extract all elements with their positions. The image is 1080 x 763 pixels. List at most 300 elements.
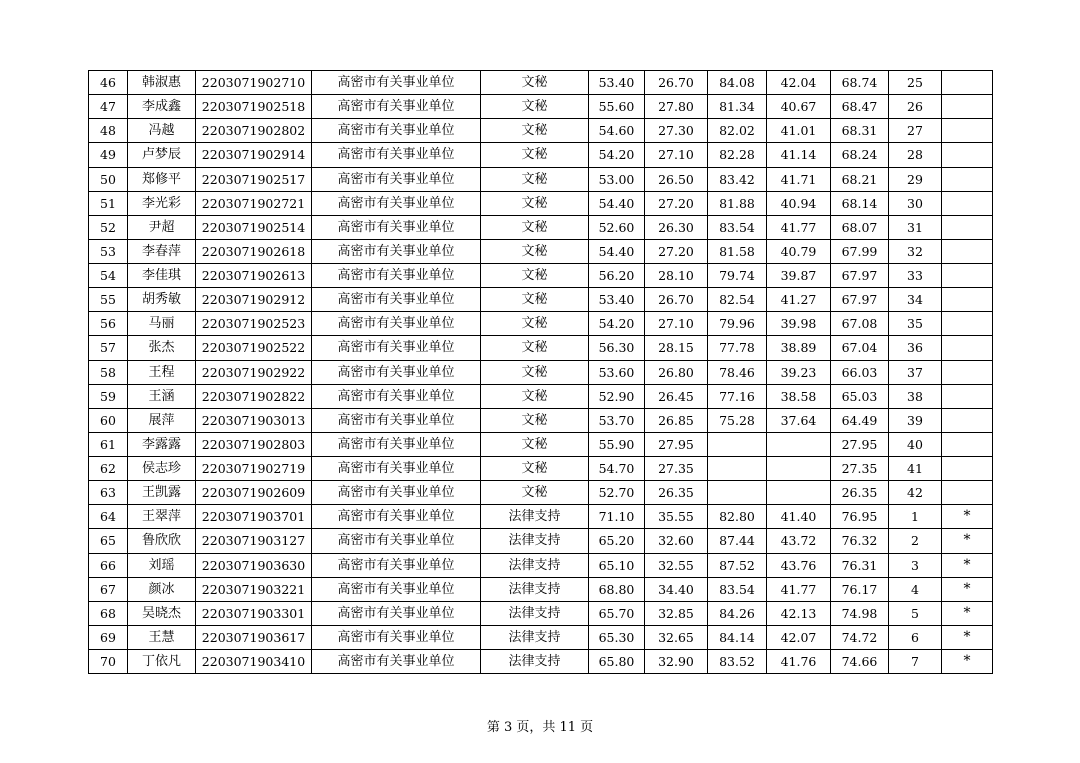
name-cell: 尹超	[128, 215, 196, 239]
row-index-cell: 48	[89, 119, 128, 143]
interview-score-cell: 82.54	[708, 288, 767, 312]
total-score-cell: 68.74	[831, 71, 889, 95]
total-score-cell: 27.95	[831, 432, 889, 456]
ticket-number-cell: 2203071902523	[196, 312, 312, 336]
interview-score-cell: 81.58	[708, 239, 767, 263]
ticket-number-cell: 2203071902613	[196, 264, 312, 288]
row-index-cell: 46	[89, 71, 128, 95]
interview-weighted-cell: 38.89	[767, 336, 831, 360]
row-index-cell: 61	[89, 432, 128, 456]
position-cell: 文秘	[481, 191, 589, 215]
interview-mark-cell	[942, 288, 993, 312]
ticket-number-cell: 2203071902517	[196, 167, 312, 191]
interview-weighted-cell: 43.76	[767, 553, 831, 577]
ticket-number-cell: 2203071902912	[196, 288, 312, 312]
written-weighted-cell: 32.65	[645, 625, 708, 649]
ticket-number-cell: 2203071902802	[196, 119, 312, 143]
written-score-cell: 55.90	[589, 432, 645, 456]
written-weighted-cell: 27.20	[645, 239, 708, 263]
written-weighted-cell: 32.85	[645, 601, 708, 625]
employer-cell: 高密市有关事业单位	[312, 384, 481, 408]
position-cell: 法律支持	[481, 553, 589, 577]
row-index-cell: 69	[89, 625, 128, 649]
total-score-cell: 67.97	[831, 264, 889, 288]
employer-cell: 高密市有关事业单位	[312, 577, 481, 601]
row-index-cell: 57	[89, 336, 128, 360]
table-row	[89, 384, 993, 408]
employer-cell: 高密市有关事业单位	[312, 143, 481, 167]
written-weighted-cell: 26.70	[645, 71, 708, 95]
total-score-cell: 74.98	[831, 601, 889, 625]
interview-mark-cell	[942, 264, 993, 288]
position-cell: 文秘	[481, 312, 589, 336]
written-score-cell: 65.80	[589, 650, 645, 674]
row-index-cell: 51	[89, 191, 128, 215]
rank-cell: 33	[889, 264, 942, 288]
interview-weighted-cell	[767, 432, 831, 456]
name-cell: 胡秀敏	[128, 288, 196, 312]
written-weighted-cell: 27.10	[645, 143, 708, 167]
position-cell: 法律支持	[481, 505, 589, 529]
name-cell: 李春萍	[128, 239, 196, 263]
name-cell: 王凯露	[128, 481, 196, 505]
ticket-number-cell: 2203071902618	[196, 239, 312, 263]
written-weighted-cell: 26.35	[645, 481, 708, 505]
interview-weighted-cell: 37.64	[767, 408, 831, 432]
employer-cell: 高密市有关事业单位	[312, 529, 481, 553]
table-row	[89, 457, 993, 481]
ticket-number-cell: 2203071902914	[196, 143, 312, 167]
written-weighted-cell: 27.20	[645, 191, 708, 215]
ticket-number-cell: 2203071902803	[196, 432, 312, 456]
rank-cell: 42	[889, 481, 942, 505]
position-cell: 法律支持	[481, 650, 589, 674]
position-cell: 法律支持	[481, 577, 589, 601]
interview-mark-cell: *	[942, 553, 993, 577]
row-index-cell: 68	[89, 601, 128, 625]
interview-weighted-cell: 40.94	[767, 191, 831, 215]
written-score-cell: 55.60	[589, 95, 645, 119]
total-score-cell: 67.99	[831, 239, 889, 263]
name-cell: 颜冰	[128, 577, 196, 601]
interview-mark-cell	[942, 312, 993, 336]
ticket-number-cell: 2203071903410	[196, 650, 312, 674]
interview-weighted-cell: 41.14	[767, 143, 831, 167]
name-cell: 王慧	[128, 625, 196, 649]
employer-cell: 高密市有关事业单位	[312, 264, 481, 288]
written-weighted-cell: 28.15	[645, 336, 708, 360]
rank-cell: 5	[889, 601, 942, 625]
name-cell: 鲁欣欣	[128, 529, 196, 553]
rank-cell: 4	[889, 577, 942, 601]
interview-score-cell: 87.52	[708, 553, 767, 577]
ticket-number-cell: 2203071902518	[196, 95, 312, 119]
written-weighted-cell: 26.80	[645, 360, 708, 384]
interview-weighted-cell: 41.27	[767, 288, 831, 312]
interview-weighted-cell: 42.13	[767, 601, 831, 625]
interview-mark-cell	[942, 360, 993, 384]
position-cell: 文秘	[481, 95, 589, 119]
employer-cell: 高密市有关事业单位	[312, 215, 481, 239]
rank-cell: 38	[889, 384, 942, 408]
name-cell: 刘瑶	[128, 553, 196, 577]
written-weighted-cell: 27.80	[645, 95, 708, 119]
rank-cell: 29	[889, 167, 942, 191]
table-row	[89, 481, 993, 505]
table-row	[89, 288, 993, 312]
total-score-cell: 68.31	[831, 119, 889, 143]
rank-cell: 34	[889, 288, 942, 312]
interview-mark-cell: *	[942, 529, 993, 553]
employer-cell: 高密市有关事业单位	[312, 625, 481, 649]
row-index-cell: 56	[89, 312, 128, 336]
rank-cell: 35	[889, 312, 942, 336]
position-cell: 法律支持	[481, 625, 589, 649]
table-row	[89, 650, 993, 674]
written-weighted-cell: 27.35	[645, 457, 708, 481]
written-weighted-cell: 26.85	[645, 408, 708, 432]
ticket-number-cell: 2203071902609	[196, 481, 312, 505]
interview-mark-cell	[942, 432, 993, 456]
written-score-cell: 65.10	[589, 553, 645, 577]
table-row	[89, 577, 993, 601]
interview-score-cell: 83.52	[708, 650, 767, 674]
table-row	[89, 71, 993, 95]
name-cell: 吴晓杰	[128, 601, 196, 625]
total-score-cell: 64.49	[831, 408, 889, 432]
interview-weighted-cell: 39.98	[767, 312, 831, 336]
table-row	[89, 553, 993, 577]
interview-mark-cell	[942, 336, 993, 360]
interview-score-cell: 87.44	[708, 529, 767, 553]
written-score-cell: 65.20	[589, 529, 645, 553]
employer-cell: 高密市有关事业单位	[312, 650, 481, 674]
row-index-cell: 70	[89, 650, 128, 674]
interview-mark-cell	[942, 384, 993, 408]
rank-cell: 39	[889, 408, 942, 432]
rank-cell: 31	[889, 215, 942, 239]
written-score-cell: 52.90	[589, 384, 645, 408]
position-cell: 文秘	[481, 288, 589, 312]
position-cell: 文秘	[481, 143, 589, 167]
interview-score-cell: 84.14	[708, 625, 767, 649]
name-cell: 张杰	[128, 336, 196, 360]
interview-mark-cell	[942, 95, 993, 119]
written-score-cell: 65.70	[589, 601, 645, 625]
total-score-cell: 26.35	[831, 481, 889, 505]
ticket-number-cell: 2203071903127	[196, 529, 312, 553]
written-weighted-cell: 26.70	[645, 288, 708, 312]
row-index-cell: 53	[89, 239, 128, 263]
interview-mark-cell	[942, 191, 993, 215]
interview-score-cell: 79.96	[708, 312, 767, 336]
total-score-cell: 65.03	[831, 384, 889, 408]
table-row	[89, 312, 993, 336]
interview-score-cell: 81.88	[708, 191, 767, 215]
written-score-cell: 65.30	[589, 625, 645, 649]
row-index-cell: 55	[89, 288, 128, 312]
interview-weighted-cell: 41.77	[767, 577, 831, 601]
interview-score-cell: 83.54	[708, 215, 767, 239]
interview-weighted-cell: 38.58	[767, 384, 831, 408]
ticket-number-cell: 2203071902710	[196, 71, 312, 95]
row-index-cell: 47	[89, 95, 128, 119]
employer-cell: 高密市有关事业单位	[312, 288, 481, 312]
written-score-cell: 54.40	[589, 191, 645, 215]
employer-cell: 高密市有关事业单位	[312, 408, 481, 432]
total-score-cell: 67.97	[831, 288, 889, 312]
total-score-cell: 68.24	[831, 143, 889, 167]
written-weighted-cell: 27.30	[645, 119, 708, 143]
row-index-cell: 60	[89, 408, 128, 432]
total-score-cell: 27.35	[831, 457, 889, 481]
ticket-number-cell: 2203071903630	[196, 553, 312, 577]
written-weighted-cell: 26.45	[645, 384, 708, 408]
interview-mark-cell	[942, 408, 993, 432]
written-weighted-cell: 26.30	[645, 215, 708, 239]
interview-mark-cell: *	[942, 577, 993, 601]
position-cell: 文秘	[481, 360, 589, 384]
position-cell: 文秘	[481, 432, 589, 456]
ticket-number-cell: 2203071903701	[196, 505, 312, 529]
interview-weighted-cell: 39.23	[767, 360, 831, 384]
table-row	[89, 264, 993, 288]
position-cell: 文秘	[481, 264, 589, 288]
total-score-cell: 67.08	[831, 312, 889, 336]
row-index-cell: 58	[89, 360, 128, 384]
ticket-number-cell: 2203071902719	[196, 457, 312, 481]
employer-cell: 高密市有关事业单位	[312, 601, 481, 625]
interview-weighted-cell: 40.67	[767, 95, 831, 119]
written-score-cell: 56.20	[589, 264, 645, 288]
written-score-cell: 68.80	[589, 577, 645, 601]
row-index-cell: 49	[89, 143, 128, 167]
table-row	[89, 143, 993, 167]
position-cell: 文秘	[481, 215, 589, 239]
interview-mark-cell	[942, 481, 993, 505]
row-index-cell: 66	[89, 553, 128, 577]
interview-score-cell: 81.34	[708, 95, 767, 119]
interview-mark-cell: *	[942, 650, 993, 674]
rank-cell: 3	[889, 553, 942, 577]
row-index-cell: 62	[89, 457, 128, 481]
interview-weighted-cell	[767, 481, 831, 505]
position-cell: 法律支持	[481, 529, 589, 553]
interview-score-cell: 83.54	[708, 577, 767, 601]
total-score-cell: 76.32	[831, 529, 889, 553]
interview-score-cell: 77.78	[708, 336, 767, 360]
interview-score-cell: 82.80	[708, 505, 767, 529]
employer-cell: 高密市有关事业单位	[312, 505, 481, 529]
employer-cell: 高密市有关事业单位	[312, 239, 481, 263]
interview-mark-cell	[942, 167, 993, 191]
ticket-number-cell: 2203071902721	[196, 191, 312, 215]
total-score-cell: 76.17	[831, 577, 889, 601]
interview-weighted-cell: 39.87	[767, 264, 831, 288]
employer-cell: 高密市有关事业单位	[312, 360, 481, 384]
total-score-cell: 68.14	[831, 191, 889, 215]
total-score-cell: 68.21	[831, 167, 889, 191]
written-score-cell: 54.60	[589, 119, 645, 143]
name-cell: 马丽	[128, 312, 196, 336]
interview-weighted-cell: 42.04	[767, 71, 831, 95]
rank-cell: 1	[889, 505, 942, 529]
table-row	[89, 408, 993, 432]
table-row	[89, 191, 993, 215]
ticket-number-cell: 2203071902522	[196, 336, 312, 360]
employer-cell: 高密市有关事业单位	[312, 95, 481, 119]
ticket-number-cell: 2203071903617	[196, 625, 312, 649]
name-cell: 王程	[128, 360, 196, 384]
employer-cell: 高密市有关事业单位	[312, 119, 481, 143]
written-weighted-cell: 27.95	[645, 432, 708, 456]
written-score-cell: 53.00	[589, 167, 645, 191]
interview-mark-cell: *	[942, 625, 993, 649]
written-score-cell: 53.40	[589, 288, 645, 312]
position-cell: 文秘	[481, 71, 589, 95]
name-cell: 卢梦辰	[128, 143, 196, 167]
written-score-cell: 56.30	[589, 336, 645, 360]
employer-cell: 高密市有关事业单位	[312, 167, 481, 191]
written-weighted-cell: 32.60	[645, 529, 708, 553]
position-cell: 文秘	[481, 481, 589, 505]
employer-cell: 高密市有关事业单位	[312, 481, 481, 505]
table-row	[89, 336, 993, 360]
total-score-cell: 67.04	[831, 336, 889, 360]
ticket-number-cell: 2203071902514	[196, 215, 312, 239]
rank-cell: 27	[889, 119, 942, 143]
employer-cell: 高密市有关事业单位	[312, 312, 481, 336]
table-row	[89, 167, 993, 191]
ticket-number-cell: 2203071903221	[196, 577, 312, 601]
name-cell: 侯志珍	[128, 457, 196, 481]
total-score-cell: 68.47	[831, 95, 889, 119]
interview-score-cell: 83.42	[708, 167, 767, 191]
rank-cell: 25	[889, 71, 942, 95]
table-row	[89, 505, 993, 529]
row-index-cell: 63	[89, 481, 128, 505]
written-score-cell: 53.60	[589, 360, 645, 384]
position-cell: 文秘	[481, 384, 589, 408]
table-row	[89, 625, 993, 649]
employer-cell: 高密市有关事业单位	[312, 71, 481, 95]
name-cell: 韩淑惠	[128, 71, 196, 95]
total-score-cell: 66.03	[831, 360, 889, 384]
table-row	[89, 239, 993, 263]
employer-cell: 高密市有关事业单位	[312, 336, 481, 360]
interview-weighted-cell	[767, 457, 831, 481]
name-cell: 冯越	[128, 119, 196, 143]
interview-weighted-cell: 42.07	[767, 625, 831, 649]
written-weighted-cell: 32.55	[645, 553, 708, 577]
row-index-cell: 65	[89, 529, 128, 553]
table-row	[89, 95, 993, 119]
name-cell: 丁依凡	[128, 650, 196, 674]
interview-weighted-cell: 41.77	[767, 215, 831, 239]
score-table	[88, 70, 993, 674]
written-score-cell: 54.70	[589, 457, 645, 481]
row-index-cell: 52	[89, 215, 128, 239]
ticket-number-cell: 2203071903013	[196, 408, 312, 432]
table-row	[89, 601, 993, 625]
interview-weighted-cell: 41.01	[767, 119, 831, 143]
interview-mark-cell	[942, 457, 993, 481]
rank-cell: 6	[889, 625, 942, 649]
row-index-cell: 64	[89, 505, 128, 529]
employer-cell: 高密市有关事业单位	[312, 553, 481, 577]
table-row	[89, 360, 993, 384]
total-score-cell: 74.66	[831, 650, 889, 674]
interview-score-cell: 84.26	[708, 601, 767, 625]
table-row	[89, 432, 993, 456]
position-cell: 文秘	[481, 239, 589, 263]
name-cell: 李佳琪	[128, 264, 196, 288]
name-cell: 李光彩	[128, 191, 196, 215]
ticket-number-cell: 2203071902922	[196, 360, 312, 384]
written-weighted-cell: 34.40	[645, 577, 708, 601]
written-weighted-cell: 27.10	[645, 312, 708, 336]
written-score-cell: 71.10	[589, 505, 645, 529]
total-score-cell: 74.72	[831, 625, 889, 649]
interview-mark-cell: *	[942, 505, 993, 529]
row-index-cell: 67	[89, 577, 128, 601]
interview-mark-cell: *	[942, 601, 993, 625]
written-weighted-cell: 35.55	[645, 505, 708, 529]
interview-mark-cell	[942, 119, 993, 143]
interview-weighted-cell: 40.79	[767, 239, 831, 263]
name-cell: 李成鑫	[128, 95, 196, 119]
ticket-number-cell: 2203071902822	[196, 384, 312, 408]
position-cell: 文秘	[481, 336, 589, 360]
interview-score-cell: 82.02	[708, 119, 767, 143]
rank-cell: 2	[889, 529, 942, 553]
interview-weighted-cell: 41.71	[767, 167, 831, 191]
interview-score-cell: 78.46	[708, 360, 767, 384]
table-row	[89, 215, 993, 239]
name-cell: 李露露	[128, 432, 196, 456]
name-cell: 王涵	[128, 384, 196, 408]
position-cell: 文秘	[481, 457, 589, 481]
interview-score-cell: 75.28	[708, 408, 767, 432]
written-score-cell: 54.20	[589, 143, 645, 167]
table-row	[89, 529, 993, 553]
rank-cell: 28	[889, 143, 942, 167]
position-cell: 文秘	[481, 167, 589, 191]
name-cell: 王翠萍	[128, 505, 196, 529]
interview-weighted-cell: 41.76	[767, 650, 831, 674]
table-row	[89, 119, 993, 143]
ticket-number-cell: 2203071903301	[196, 601, 312, 625]
written-weighted-cell: 28.10	[645, 264, 708, 288]
name-cell: 郑修平	[128, 167, 196, 191]
interview-weighted-cell: 43.72	[767, 529, 831, 553]
rank-cell: 37	[889, 360, 942, 384]
table-body	[89, 71, 993, 674]
rank-cell: 41	[889, 457, 942, 481]
position-cell: 文秘	[481, 119, 589, 143]
written-score-cell: 53.70	[589, 408, 645, 432]
employer-cell: 高密市有关事业单位	[312, 191, 481, 215]
written-weighted-cell: 26.50	[645, 167, 708, 191]
interview-weighted-cell: 41.40	[767, 505, 831, 529]
rank-cell: 26	[889, 95, 942, 119]
rank-cell: 7	[889, 650, 942, 674]
rank-cell: 30	[889, 191, 942, 215]
interview-score-cell: 84.08	[708, 71, 767, 95]
row-index-cell: 59	[89, 384, 128, 408]
page-number-footer: 第 3 页，共 11 页	[486, 720, 594, 735]
interview-score-cell	[708, 481, 767, 505]
